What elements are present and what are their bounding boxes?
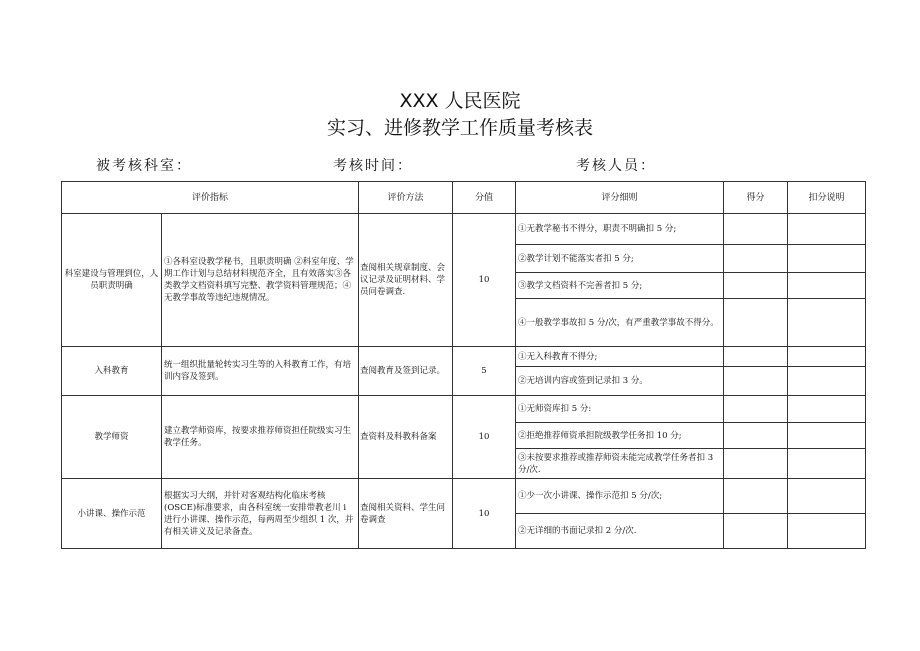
got-cell[interactable] xyxy=(724,245,788,273)
detail-cell: ①无师资库扣 5 分: xyxy=(516,396,724,423)
indicator-cell: 入科教育 xyxy=(62,347,162,396)
got-cell[interactable] xyxy=(724,299,788,347)
content-cell: 统一组织批量轮转实习生等的入科教育工作，有培训内容及签到。 xyxy=(162,347,359,396)
col-header-method: 评价方法 xyxy=(359,182,453,214)
note-cell[interactable] xyxy=(788,273,866,299)
detail-cell: ④一般教学事故扣 5 分/次，有严重教学事故不得分。 xyxy=(516,299,724,347)
detail-cell: ①无教学秘书不得分，职责不明确扣 5 分; xyxy=(516,214,724,245)
detail-cell: ③未按要求推荐或推荐师资未能完成教学任务者扣 3 分/次. xyxy=(516,449,724,479)
table-row xyxy=(62,347,866,367)
col-header-indicator: 评价指标 xyxy=(62,182,359,214)
content-cell: 根据实习大纲，并针对客观结构化临床考核(OSCE)标准要求，由各科室统一安排带教老川 i 进行小讲课、操作示范，每两周至少组织 1 次，并有相关讲义及记录备查。 xyxy=(162,479,359,549)
method-cell: 查阅相关资料、学生问卷调查 xyxy=(359,479,453,549)
indicator-cell: 科室建设与管理到位，人员职责明确 xyxy=(62,214,162,347)
note-cell[interactable] xyxy=(788,479,866,514)
detail-cell: ③教学文档资料不完善者扣 5 分; xyxy=(516,273,724,299)
detail-cell: ②无详细的书面记录扣 2 分/次. xyxy=(516,514,724,549)
method-cell: 查阅教育及签到记录。 xyxy=(359,347,453,396)
col-header-score: 分值 xyxy=(453,182,516,214)
got-cell[interactable] xyxy=(724,423,788,449)
got-cell[interactable] xyxy=(724,367,788,396)
indicator-cell: 小讲课、操作示范 xyxy=(62,479,162,549)
note-cell[interactable] xyxy=(788,214,866,245)
time-label: 考核时间： xyxy=(333,158,413,174)
score-cell: 10 xyxy=(453,479,516,549)
staff-label: 考核人员： xyxy=(576,158,656,174)
detail-cell: ①少一次小讲课、操作示范扣 5 分/次; xyxy=(516,479,724,514)
note-cell[interactable] xyxy=(788,514,866,549)
content-cell: ①各科室设教学秘书，且职责明确 ②科室年度、学期工作计划与总结材料规范齐全，且有效落实③各类教学文档资料填写完整、教学资料管理规范；④无教学事故等违纪违规情况。 xyxy=(162,214,359,347)
table-row xyxy=(62,214,866,245)
method-cell: 查阅相关规章制度、会议记录及证明材料、学员问卷调查. xyxy=(359,214,453,347)
note-cell[interactable] xyxy=(788,423,866,449)
got-cell[interactable] xyxy=(724,396,788,423)
score-cell: 5 xyxy=(453,347,516,396)
note-cell[interactable] xyxy=(788,245,866,273)
score-cell: 10 xyxy=(453,214,516,347)
note-cell[interactable] xyxy=(788,367,866,396)
note-cell[interactable] xyxy=(788,299,866,347)
note-cell[interactable] xyxy=(788,396,866,423)
hospital-name: XXX 人民医院 xyxy=(399,90,521,112)
col-header-got: 得分 xyxy=(724,182,788,214)
dept-label: 被考核科室： xyxy=(96,158,192,174)
detail-cell: ①无入科教育不得分; xyxy=(516,347,724,367)
note-cell[interactable] xyxy=(788,347,866,367)
got-cell[interactable] xyxy=(724,449,788,479)
got-cell[interactable] xyxy=(724,273,788,299)
got-cell[interactable] xyxy=(724,514,788,549)
detail-cell: ②拒绝推荐师资承担院级教学任务扣 10 分; xyxy=(516,423,724,449)
table-row xyxy=(62,479,866,514)
got-cell[interactable] xyxy=(724,347,788,367)
content-cell: 建立教学师资库，按要求推荐师资担任院级实习生教学任务。 xyxy=(162,396,359,479)
col-header-detail: 评分细则 xyxy=(516,182,724,214)
detail-cell: ②教学计划不能落实者扣 5 分; xyxy=(516,245,724,273)
indicator-cell: 教学师资 xyxy=(62,396,162,479)
col-header-note: 扣分说明 xyxy=(788,182,866,214)
table-header-row xyxy=(62,182,866,214)
score-cell: 10 xyxy=(453,396,516,479)
form-title: 实习、进修教学工作质量考核表 xyxy=(326,117,593,139)
method-cell: 查资料及科教科备案 xyxy=(359,396,453,479)
detail-cell: ②无培训内容或签到记录扣 3 分。 xyxy=(516,367,724,396)
table-row xyxy=(62,396,866,423)
note-cell[interactable] xyxy=(788,449,866,479)
got-cell[interactable] xyxy=(724,214,788,245)
evaluation-table xyxy=(61,181,866,549)
got-cell[interactable] xyxy=(724,479,788,514)
